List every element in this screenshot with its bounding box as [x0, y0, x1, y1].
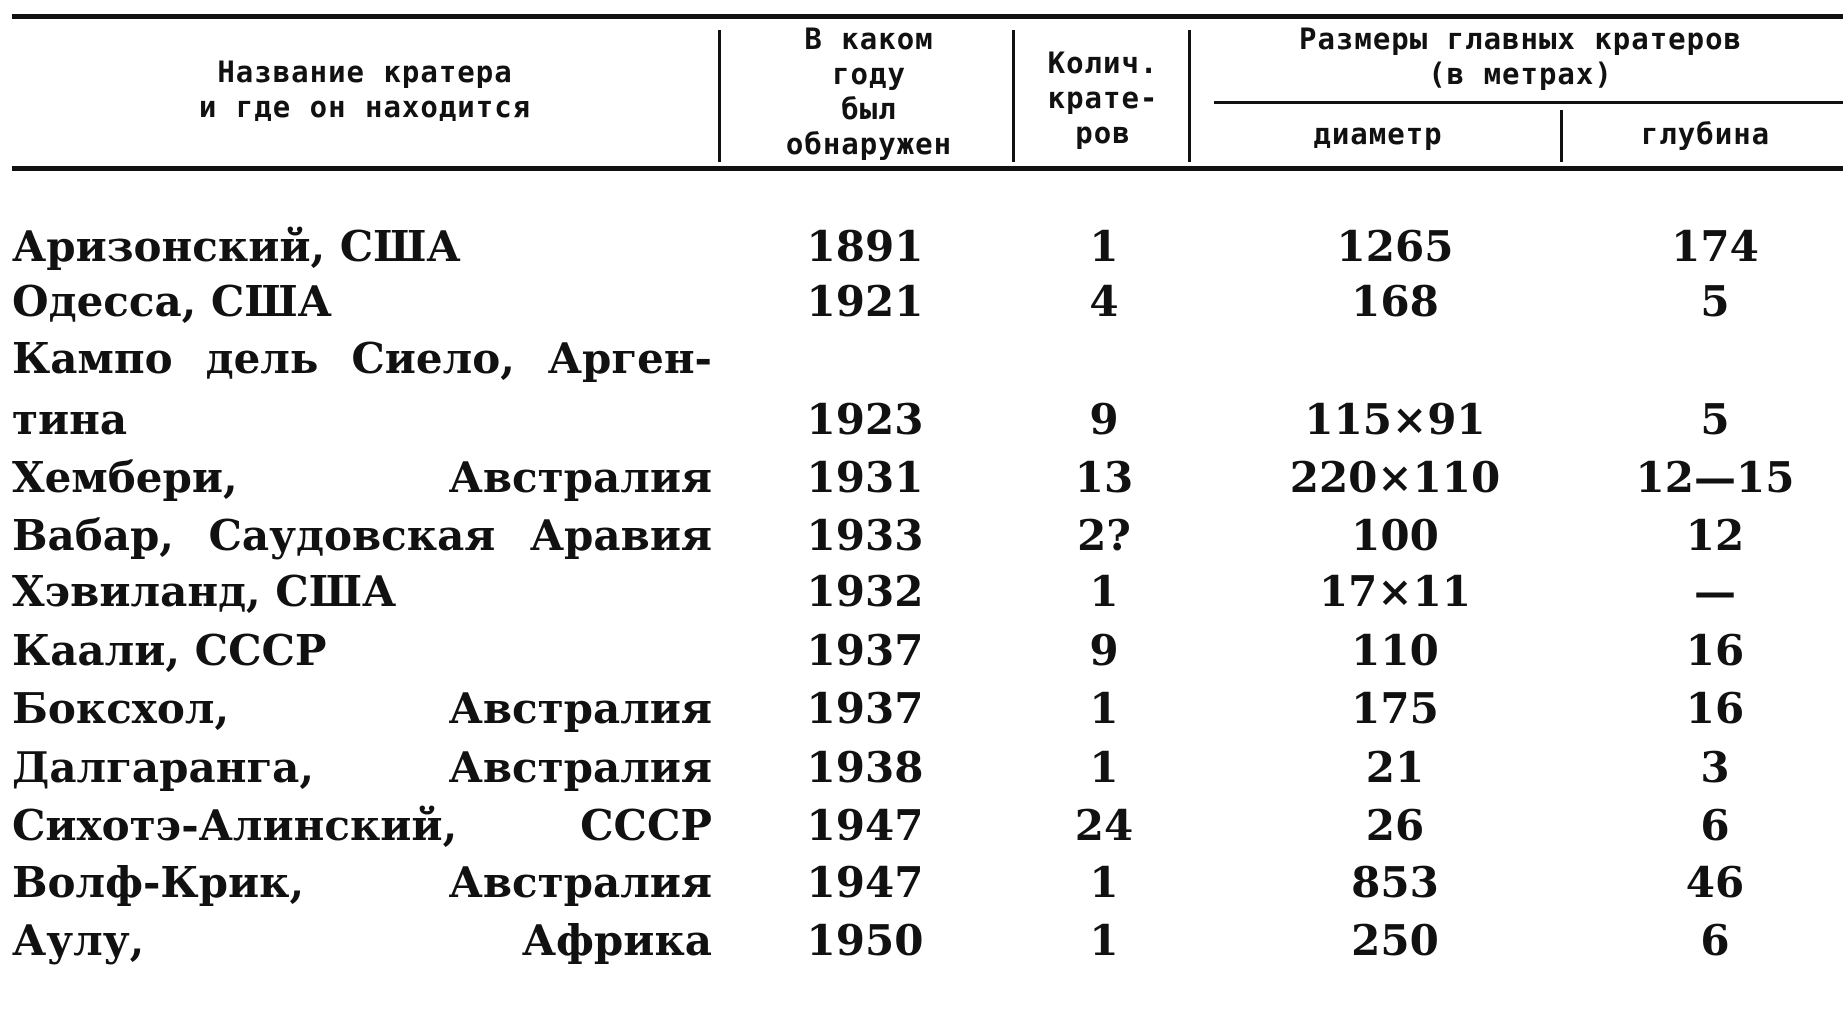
table-row: [0, 218, 1843, 276]
year-cell: 1947: [806, 801, 924, 850]
column-divider: [1012, 30, 1015, 162]
crater-name-cell: тина: [12, 395, 128, 444]
diameter-cell: 175: [1351, 684, 1439, 733]
crater-name-cell: Вабар, Саудовская Аравия: [12, 511, 712, 560]
diameter-cell: 100: [1351, 511, 1439, 560]
diameter-cell: 110: [1351, 626, 1439, 675]
crater-name-cell: Аулу, Африка: [12, 916, 712, 965]
crater-name-cell: Хембери, Австралия: [12, 453, 712, 502]
year-cell: 1933: [806, 511, 924, 560]
table-row: [0, 912, 1843, 970]
depth-cell: 6: [1700, 801, 1730, 850]
count-cell: 1: [1089, 567, 1119, 616]
table-row: [0, 680, 1843, 738]
year-cell: 1932: [806, 567, 924, 616]
year-cell: 1921: [806, 277, 924, 326]
crater-name-cell: Далгаранга, Австралия: [12, 743, 712, 792]
crater-name-cell: Боксхол, Австралия: [12, 684, 712, 733]
year-cell: 1891: [806, 222, 924, 271]
crater-name-cell: Каали, СССР: [12, 626, 327, 675]
count-cell: 1: [1089, 858, 1119, 907]
count-cell: 9: [1089, 395, 1119, 444]
count-cell: 1: [1089, 916, 1119, 965]
table-row: [0, 797, 1843, 855]
diameter-cell: 26: [1365, 801, 1425, 850]
column-divider: [1188, 30, 1191, 162]
count-cell: 9: [1089, 626, 1119, 675]
depth-cell: 3: [1700, 743, 1730, 792]
table-row: [0, 330, 1843, 388]
depth-cell: —: [1694, 567, 1736, 616]
header-name: Название кратера и где он находится: [198, 55, 532, 124]
diameter-cell: 1265: [1336, 222, 1454, 271]
count-cell: 1: [1089, 222, 1119, 271]
diameter-cell: 220×110: [1289, 453, 1501, 502]
column-divider: [718, 30, 721, 162]
year-cell: 1947: [806, 858, 924, 907]
diameter-cell: 17×11: [1318, 567, 1472, 616]
diameter-cell: 853: [1351, 858, 1439, 907]
table-row: [0, 507, 1843, 565]
table-row: [0, 391, 1843, 449]
depth-cell: 16: [1685, 626, 1745, 675]
depth-cell: 174: [1671, 222, 1759, 271]
depth-cell: 46: [1685, 858, 1745, 907]
crater-name-cell: Хэвиланд, США: [12, 567, 397, 616]
crater-name-cell: Одесса, США: [12, 277, 332, 326]
depth-cell: 5: [1700, 395, 1730, 444]
year-cell: 1938: [806, 743, 924, 792]
header-count: Колич. крате- ров: [1047, 46, 1159, 150]
count-cell: 1: [1089, 684, 1119, 733]
table-row: [0, 739, 1843, 797]
header-diameter: диаметр: [1313, 117, 1443, 151]
count-cell: 4: [1089, 277, 1119, 326]
depth-cell: 16: [1685, 684, 1745, 733]
depth-cell: 12: [1685, 511, 1745, 560]
table-row: [0, 622, 1843, 680]
count-cell: 13: [1074, 453, 1134, 502]
column-divider: [1560, 110, 1563, 162]
table-row: [0, 449, 1843, 507]
crater-name-cell: Сихотэ-Алинский, СССР: [12, 801, 712, 850]
table-row: [0, 273, 1843, 331]
crater-name-cell: Аризонский, США: [12, 222, 461, 271]
diameter-cell: 115×91: [1304, 395, 1486, 444]
diameter-cell: 250: [1351, 916, 1439, 965]
diameter-cell: 21: [1365, 743, 1425, 792]
diameter-cell: 168: [1351, 277, 1439, 326]
table-row: [0, 854, 1843, 912]
crater-name-cell: Волф-Крик, Австралия: [12, 858, 712, 907]
header-sizes: Размеры главных кратеров (в метрах): [1298, 22, 1743, 91]
crater-name-cell: Кампо дель Сиело, Арген-: [12, 334, 712, 383]
table-top-rule: [12, 14, 1843, 19]
header-depth: глубина: [1640, 117, 1771, 151]
sizes-subheader-rule: [1214, 101, 1843, 104]
year-cell: 1931: [806, 453, 924, 502]
table-row: [0, 563, 1843, 621]
depth-cell: 12—15: [1635, 453, 1795, 502]
year-cell: 1937: [806, 684, 924, 733]
count-cell: 1: [1089, 743, 1119, 792]
header-bottom-rule: [12, 166, 1843, 171]
year-cell: 1923: [806, 395, 924, 444]
count-cell: 24: [1074, 801, 1134, 850]
header-year: В каком году был обнаружен: [785, 22, 953, 161]
depth-cell: 5: [1700, 277, 1730, 326]
depth-cell: 6: [1700, 916, 1730, 965]
year-cell: 1950: [806, 916, 924, 965]
count-cell: 2?: [1077, 511, 1131, 560]
year-cell: 1937: [806, 626, 924, 675]
